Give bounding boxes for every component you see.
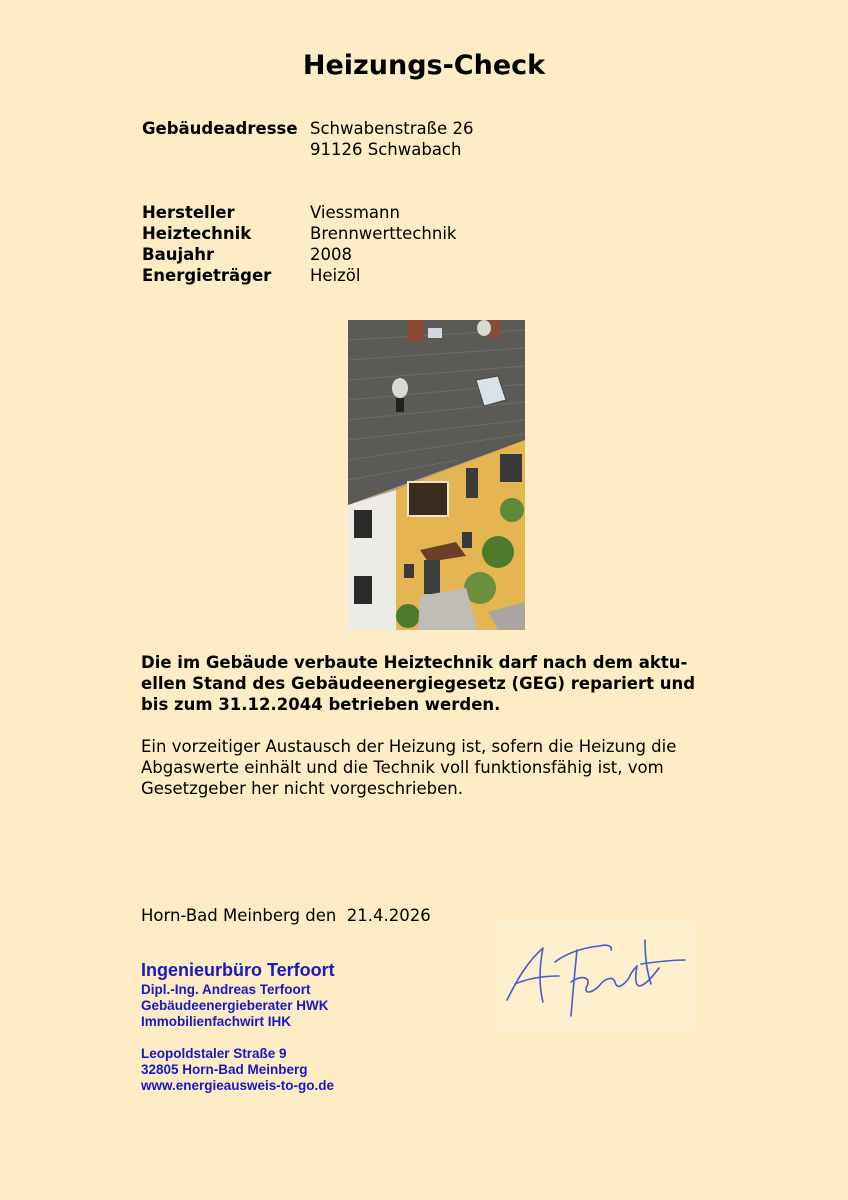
building-photo (348, 320, 525, 630)
statement-line: Abgaswerte einhält und die Technik voll funktionsfähig ist, vom (141, 758, 664, 777)
company-block (141, 958, 335, 1094)
spec-value: Heizöl (310, 266, 361, 285)
statement-regular (141, 736, 721, 799)
spec-label: Hersteller (142, 203, 235, 222)
company-line: Gebäudeenergieberater HWK (141, 998, 329, 1013)
statement-bold (141, 652, 721, 715)
address-line-2: 91126 Schwabach (310, 140, 462, 159)
address-line-1: Schwabenstraße 26 (310, 119, 474, 138)
statement-bold-line: Die im Gebäude verbaute Heiztechnik darf nach dem aktu- (141, 653, 688, 672)
company-line: Dipl.-Ing. Andreas Terfoort (141, 982, 311, 997)
page-title: Heizungs-Check (302, 50, 546, 81)
spec-row-energy-carrier (142, 265, 456, 286)
spec-row-manufacturer (142, 202, 456, 223)
spec-value: 2008 (310, 245, 352, 264)
statement-line: Gesetzgeber her nicht vorgeschrieben. (141, 779, 463, 798)
address-block (142, 118, 473, 160)
place-and-date: Horn-Bad Meinberg den 21.4.2026 (141, 906, 431, 925)
house-image (348, 320, 525, 630)
company-line: Immobilienfachwirt IHK (141, 1014, 292, 1029)
company-name: Ingenieurbüro Terfoort (141, 960, 335, 980)
spec-label: Baujahr (142, 245, 215, 264)
heating-specs (142, 202, 456, 286)
statement-line: Ein vorzeitiger Austausch der Heizung ist, sofern die Heizung die (141, 737, 677, 756)
signature (495, 920, 695, 1030)
statement-bold-line: ellen Stand des Gebäudeenergiegesetz (GEG) repariert und (141, 674, 696, 693)
spec-row-technology (142, 223, 456, 244)
address-label: Gebäudeadresse (142, 119, 298, 138)
spec-label: Energieträger (142, 266, 272, 285)
signature-image (495, 920, 695, 1030)
spec-label: Heiztechnik (142, 224, 252, 243)
company-website: www.energieausweis-to-go.de (141, 1078, 335, 1093)
spec-value: Viessmann (310, 203, 400, 222)
spec-row-year (142, 244, 456, 265)
statement-bold-line: bis zum 31.12.2044 betrieben werden. (141, 695, 501, 714)
company-city: 32805 Horn-Bad Meinberg (141, 1062, 308, 1077)
spec-value: Brennwerttechnik (310, 224, 457, 243)
company-street: Leopoldstaler Straße 9 (141, 1046, 287, 1061)
